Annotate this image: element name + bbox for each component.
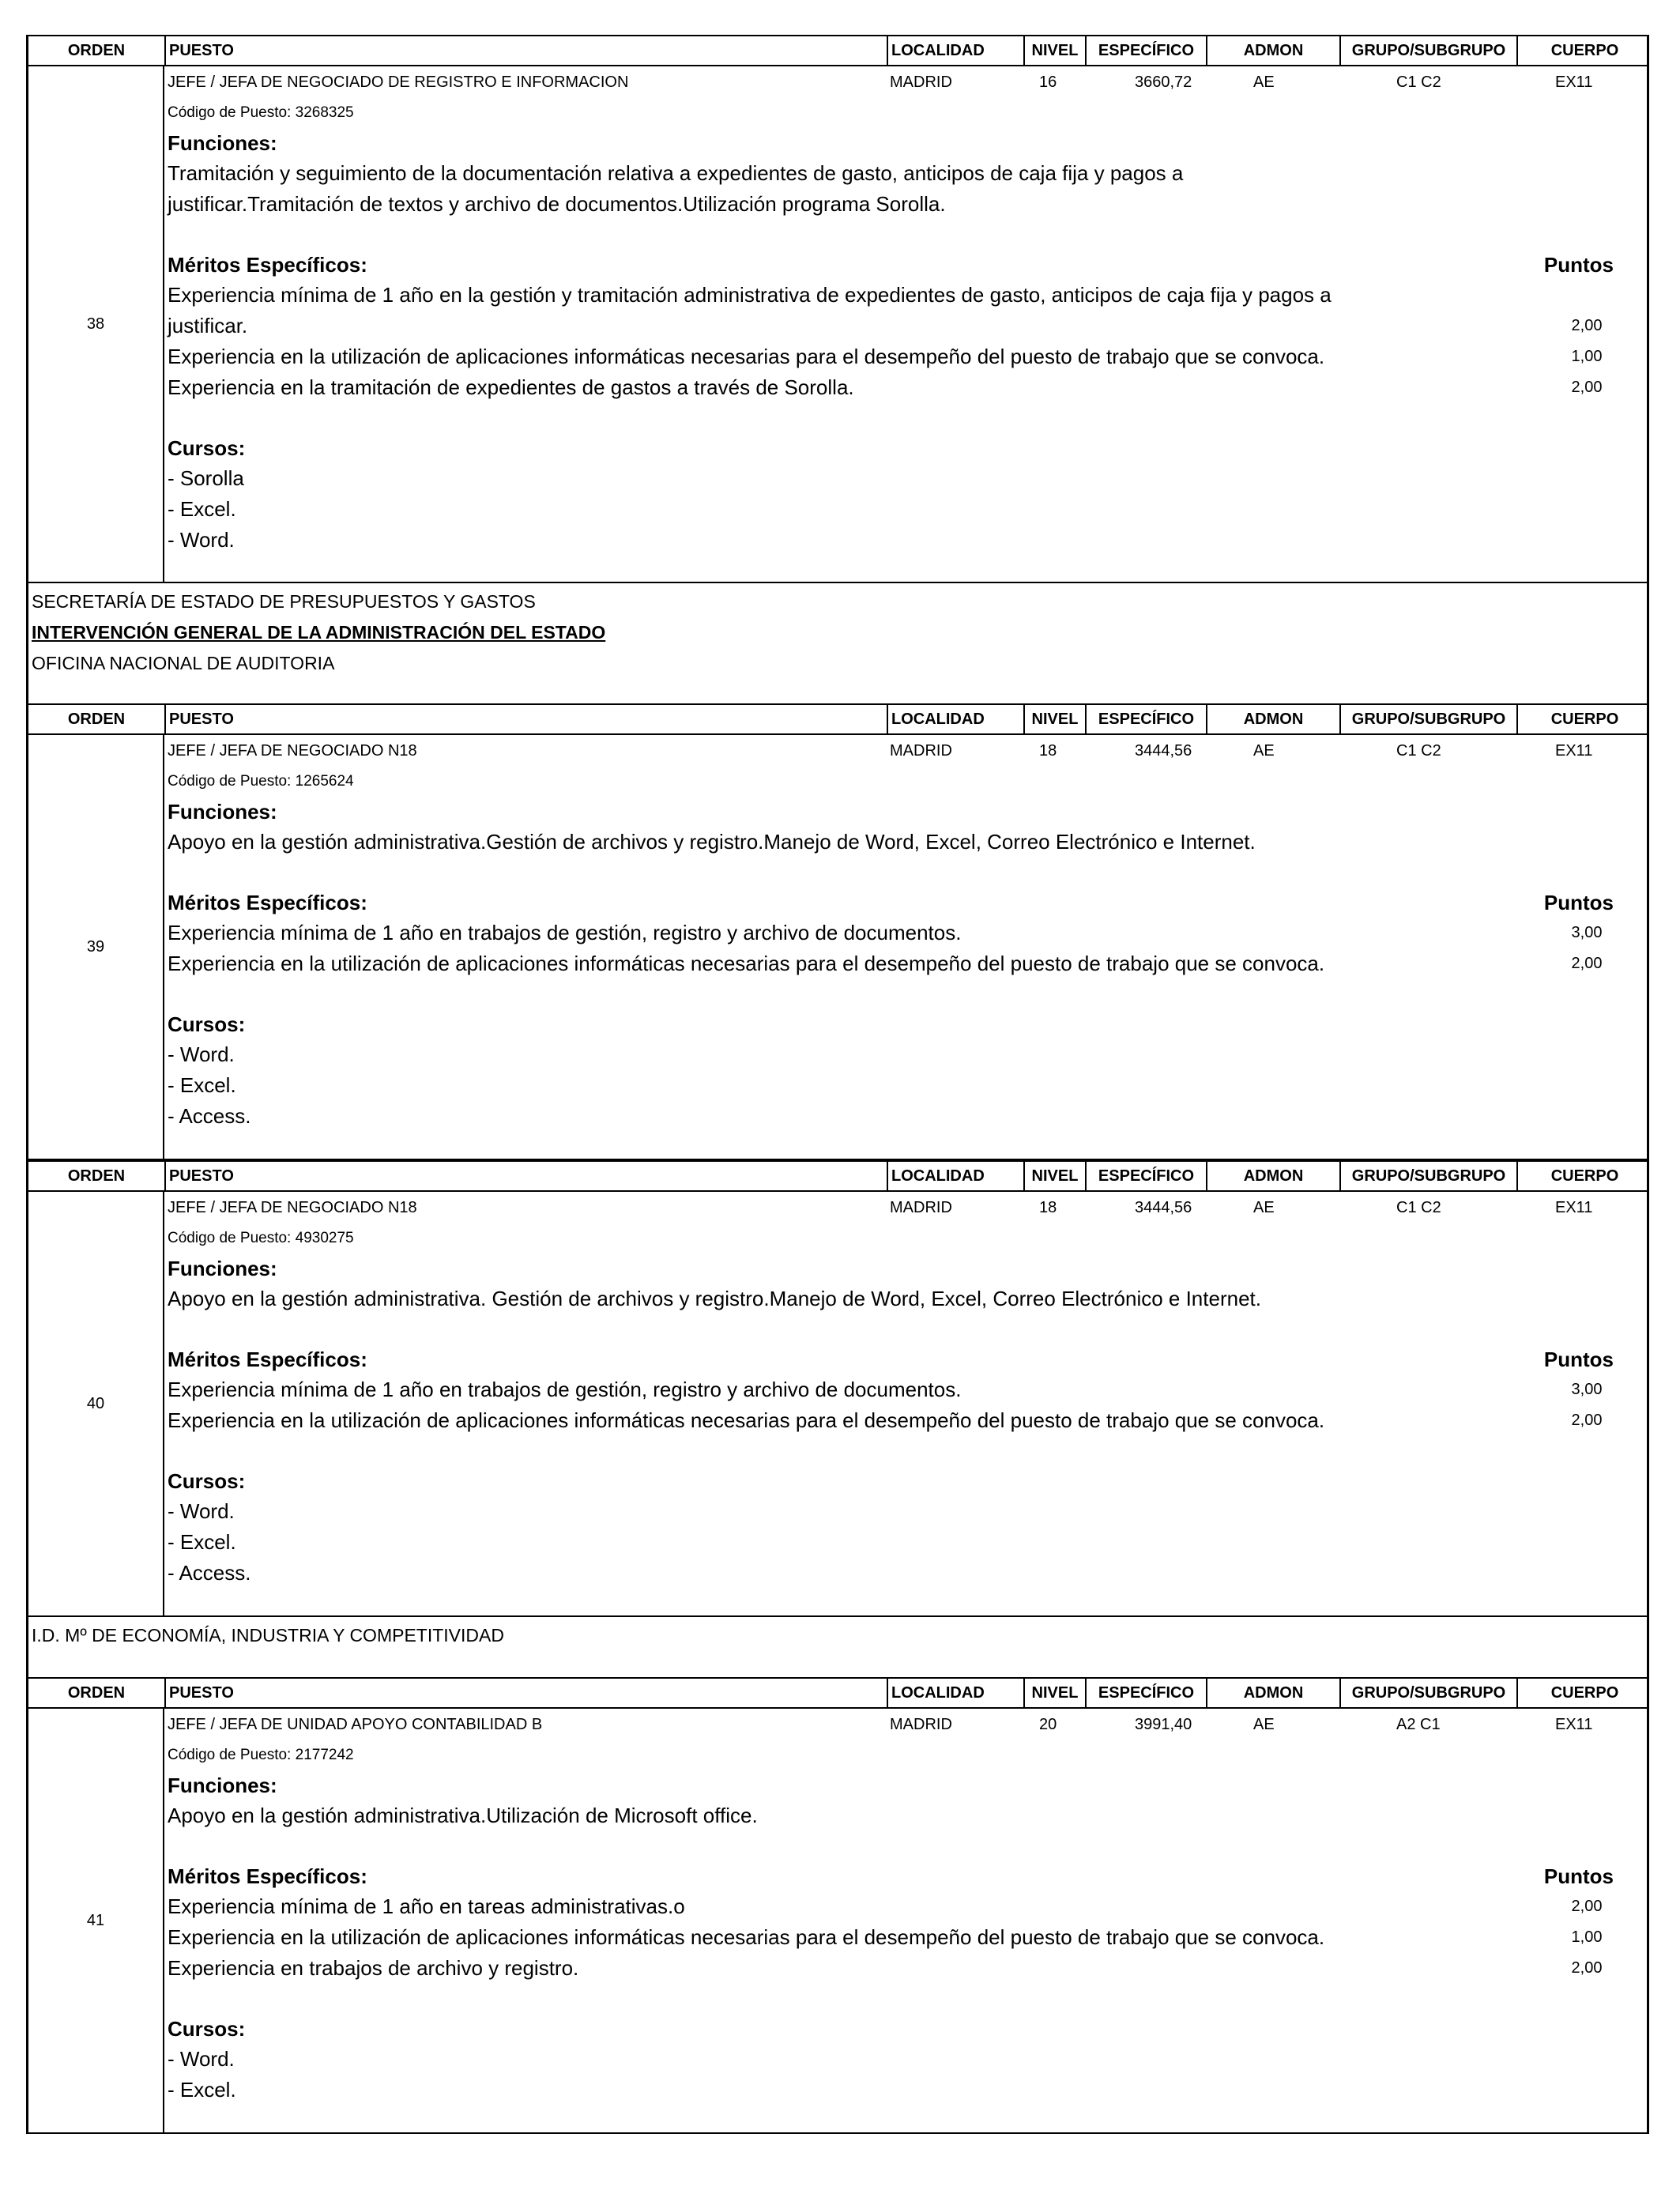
- orden-cell: 41: [28, 1709, 164, 2132]
- entry-top-row: [168, 1192, 1644, 1223]
- funciones-line: Tramitación y seguimiento de la documentación relativa a expedientes de gasto, anticipos de caja fija y pagos a: [168, 161, 1184, 185]
- entry-content: [164, 1192, 1647, 1615]
- codigo-value: 2177242: [295, 1747, 354, 1763]
- admon-value: AE: [1253, 1716, 1275, 1733]
- orden-cell: 39: [28, 735, 164, 1159]
- course-item: - Sorolla: [168, 466, 244, 490]
- header-especifico: ESPECÍFICO: [1085, 1679, 1206, 1707]
- codigo-puesto: [168, 98, 1644, 128]
- org-oficina: OFICINA NACIONAL DE AUDITORIA: [32, 653, 335, 673]
- especifico-value: 3444,56: [1135, 742, 1192, 760]
- header-localidad: LOCALIDAD: [887, 1162, 1023, 1190]
- grupo-value: C1 C2: [1396, 742, 1441, 760]
- grupo-value: C1 C2: [1396, 1199, 1441, 1216]
- especifico-value: 3660,72: [1135, 74, 1192, 91]
- header-orden: ORDEN: [67, 710, 126, 728]
- entry-content: [164, 1709, 1647, 2132]
- header-nivel: NIVEL: [1023, 1679, 1085, 1707]
- merito-text: Experiencia en trabajos de archivo y registro.: [168, 1956, 579, 1980]
- header-cuerpo: CUERPO: [1516, 36, 1652, 65]
- puntos-title: Puntos: [1543, 1864, 1614, 1888]
- header-especifico: ESPECÍFICO: [1085, 1162, 1206, 1190]
- cursos-title: Cursos:: [168, 2017, 246, 2041]
- merito-line: [168, 1405, 1644, 1436]
- merito-line: [168, 280, 1644, 311]
- course-item: - Word.: [168, 528, 235, 552]
- merito-text: Experiencia mínima de 1 año en trabajos de gestión, registro y archivo de documentos.: [168, 1378, 962, 1401]
- cuerpo-value: EX11: [1555, 1199, 1593, 1216]
- header-nivel: NIVEL: [1023, 36, 1085, 65]
- document-page: [26, 35, 1649, 2134]
- localidad-value: MADRID: [890, 74, 952, 91]
- meritos-header: [168, 888, 1644, 918]
- header-admon: ADMON: [1206, 1162, 1339, 1190]
- funciones-line: Apoyo en la gestión administrativa.Utilización de Microsoft office.: [168, 1804, 758, 1827]
- meritos-header: [168, 1861, 1644, 1891]
- header-grupo: GRUPO/SUBGRUPO: [1339, 705, 1516, 733]
- nivel-value: 16: [1039, 74, 1057, 91]
- grupo-value: A2 C1: [1396, 1716, 1441, 1733]
- header-localidad: LOCALIDAD: [887, 36, 1023, 65]
- codigo-value: 4930275: [295, 1230, 354, 1246]
- header-puesto: PUESTO: [164, 1679, 887, 1707]
- course-item: - Access.: [168, 1104, 251, 1128]
- header-grupo: GRUPO/SUBGRUPO: [1339, 1679, 1516, 1707]
- job-entry: [26, 1709, 1649, 2134]
- table-header: [26, 703, 1649, 735]
- merito-points: 2,00: [1571, 317, 1603, 334]
- entry-top-row: [168, 66, 1644, 98]
- merito-points: 1,00: [1571, 1928, 1603, 1946]
- header-admon: ADMON: [1206, 1679, 1339, 1707]
- meritos-title: Méritos Específicos:: [168, 1864, 367, 1888]
- localidad-value: MADRID: [890, 1716, 952, 1733]
- codigo-value: 3268325: [295, 104, 354, 121]
- merito-line: [168, 1891, 1644, 1922]
- merito-line: [168, 1374, 1644, 1405]
- merito-text: Experiencia en la utilización de aplicaciones informáticas necesarias para el desempeño del puesto de trabajo que se convoca.: [168, 1925, 1325, 1949]
- cursos-title: Cursos:: [168, 1469, 246, 1493]
- puntos-title: Puntos: [1543, 891, 1614, 914]
- admon-value: AE: [1253, 74, 1275, 91]
- cuerpo-value: EX11: [1555, 742, 1593, 760]
- course-item: - Word.: [168, 1499, 235, 1523]
- org-block: [26, 1617, 1649, 1677]
- puesto-value: JEFE / JEFA DE UNIDAD APOYO CONTABILIDAD B: [168, 1716, 543, 1733]
- puntos-title: Puntos: [1543, 253, 1614, 277]
- funciones-title: Funciones:: [168, 1774, 277, 1797]
- cursos-title: Cursos:: [168, 436, 246, 460]
- meritos-title: Méritos Específicos:: [168, 1348, 367, 1371]
- merito-line: [168, 372, 1644, 403]
- grupo-value: C1 C2: [1396, 74, 1441, 91]
- job-entry: [26, 66, 1649, 583]
- course-item: - Excel.: [168, 1073, 236, 1097]
- puesto-value: JEFE / JEFA DE NEGOCIADO DE REGISTRO E INFORMACION: [168, 74, 629, 91]
- merito-line: [168, 341, 1644, 372]
- header-orden: ORDEN: [67, 41, 126, 59]
- codigo-label: Código de Puesto:: [168, 773, 292, 790]
- course-item: - Access.: [168, 1561, 251, 1585]
- header-puesto: PUESTO: [164, 705, 887, 733]
- codigo-puesto: [168, 1223, 1644, 1253]
- puntos-title: Puntos: [1543, 1348, 1614, 1371]
- header-localidad: LOCALIDAD: [887, 1679, 1023, 1707]
- header-cuerpo: CUERPO: [1516, 705, 1652, 733]
- org-block: [26, 583, 1649, 703]
- header-cuerpo: CUERPO: [1516, 1679, 1652, 1707]
- header-grupo: GRUPO/SUBGRUPO: [1339, 1162, 1516, 1190]
- merito-points: 2,00: [1571, 1412, 1603, 1429]
- entry-top-row: [168, 1709, 1644, 1740]
- merito-text: Experiencia mínima de 1 año en trabajos de gestión, registro y archivo de documentos.: [168, 921, 962, 944]
- merito-text: Experiencia en la utilización de aplicaciones informáticas necesarias para el desempeño del puesto de trabajo que se convoca.: [168, 1408, 1325, 1432]
- funciones-title: Funciones:: [168, 131, 277, 155]
- nivel-value: 20: [1039, 1716, 1057, 1733]
- merito-line: [168, 1953, 1644, 1984]
- puesto-value: JEFE / JEFA DE NEGOCIADO N18: [168, 1199, 417, 1216]
- admon-value: AE: [1253, 742, 1275, 760]
- cuerpo-value: EX11: [1555, 1716, 1593, 1733]
- entry-top-row: [168, 735, 1644, 767]
- admon-value: AE: [1253, 1199, 1275, 1216]
- header-puesto: PUESTO: [164, 36, 887, 65]
- header-orden: ORDEN: [67, 1167, 126, 1185]
- codigo-puesto: [168, 767, 1644, 797]
- codigo-label: Código de Puesto:: [168, 104, 292, 121]
- merito-text: Experiencia en la utilización de aplicaciones informáticas necesarias para el desempeño del puesto de trabajo que se convoca.: [168, 952, 1325, 975]
- header-localidad: LOCALIDAD: [887, 705, 1023, 733]
- job-entry: [26, 1192, 1649, 1617]
- merito-text: justificar.: [168, 314, 248, 337]
- header-especifico: ESPECÍFICO: [1085, 705, 1206, 733]
- merito-line: [168, 948, 1644, 979]
- header-orden: ORDEN: [67, 1683, 126, 1702]
- meritos-header: [168, 250, 1644, 280]
- codigo-label: Código de Puesto:: [168, 1230, 292, 1246]
- merito-text: Experiencia en la utilización de aplicaciones informáticas necesarias para el desempeño del puesto de trabajo que se convoca.: [168, 345, 1325, 368]
- funciones-line: justificar.Tramitación de textos y archivo de documentos.Utilización programa Sorolla.: [168, 192, 946, 216]
- header-puesto: PUESTO: [164, 1162, 887, 1190]
- nivel-value: 18: [1039, 1199, 1057, 1216]
- job-entry: [26, 735, 1649, 1160]
- table-header: [26, 35, 1649, 66]
- org-ministerio: I.D. Mº DE ECONOMÍA, INDUSTRIA Y COMPETITIVIDAD: [32, 1625, 504, 1646]
- localidad-value: MADRID: [890, 742, 952, 760]
- meritos-title: Méritos Específicos:: [168, 253, 367, 277]
- orden-cell: 40: [28, 1192, 164, 1615]
- funciones-line: Apoyo en la gestión administrativa.Gestión de archivos y registro.Manejo de Word, Excel, Correo Electrónico e Internet.: [168, 830, 1256, 854]
- codigo-label: Código de Puesto:: [168, 1747, 292, 1763]
- funciones-line: Apoyo en la gestión administrativa. Gestión de archivos y registro.Manejo de Word, Excel, Correo Electrónico e Internet.: [168, 1287, 1261, 1310]
- table-header: [26, 1160, 1649, 1192]
- course-item: - Word.: [168, 2047, 235, 2071]
- header-admon: ADMON: [1206, 705, 1339, 733]
- codigo-puesto: [168, 1740, 1644, 1770]
- merito-line: [168, 1922, 1644, 1953]
- header-nivel: NIVEL: [1023, 705, 1085, 733]
- course-item: - Excel.: [168, 497, 236, 521]
- cursos-title: Cursos:: [168, 1012, 246, 1036]
- especifico-value: 3444,56: [1135, 1199, 1192, 1216]
- merito-points: 2,00: [1571, 379, 1603, 396]
- especifico-value: 3991,40: [1135, 1716, 1192, 1733]
- merito-line: [168, 311, 1644, 341]
- header-cuerpo: CUERPO: [1516, 1162, 1652, 1190]
- header-grupo: GRUPO/SUBGRUPO: [1339, 36, 1516, 65]
- course-item: - Excel.: [168, 1530, 236, 1554]
- entry-content: [164, 66, 1647, 582]
- puesto-value: JEFE / JEFA DE NEGOCIADO N18: [168, 742, 417, 760]
- entry-content: [164, 735, 1647, 1159]
- meritos-header: [168, 1344, 1644, 1374]
- table-header: [26, 1677, 1649, 1709]
- cuerpo-value: EX11: [1555, 74, 1593, 91]
- header-especifico: ESPECÍFICO: [1085, 36, 1206, 65]
- merito-text: Experiencia mínima de 1 año en tareas administrativas.ο: [168, 1894, 685, 1918]
- merito-points: 3,00: [1571, 924, 1603, 941]
- funciones-title: Funciones:: [168, 800, 277, 824]
- localidad-value: MADRID: [890, 1199, 952, 1216]
- header-nivel: NIVEL: [1023, 1162, 1085, 1190]
- course-item: - Word.: [168, 1042, 235, 1066]
- course-item: - Excel.: [168, 2078, 236, 2102]
- merito-points: 3,00: [1571, 1381, 1603, 1398]
- org-intervencion: INTERVENCIÓN GENERAL DE LA ADMINISTRACIÓN DEL ESTADO: [32, 622, 606, 643]
- merito-text: Experiencia en la tramitación de expedientes de gastos a través de Sorolla.: [168, 375, 854, 399]
- orden-cell: 38: [28, 66, 164, 582]
- funciones-title: Funciones:: [168, 1257, 277, 1280]
- meritos-title: Méritos Específicos:: [168, 891, 367, 914]
- merito-points: 2,00: [1571, 1959, 1603, 1977]
- merito-points: 1,00: [1571, 348, 1603, 365]
- merito-points: 2,00: [1571, 1898, 1603, 1915]
- org-secretaria: SECRETARÍA DE ESTADO DE PRESUPUESTOS Y GASTOS: [32, 591, 536, 612]
- nivel-value: 18: [1039, 742, 1057, 760]
- merito-points: 2,00: [1571, 955, 1603, 972]
- merito-text: Experiencia mínima de 1 año en la gestión y tramitación administrativa de expedientes de gasto, anticipos de caja fija y pagos a: [168, 283, 1332, 307]
- codigo-value: 1265624: [295, 773, 354, 790]
- merito-line: [168, 918, 1644, 948]
- header-admon: ADMON: [1206, 36, 1339, 65]
